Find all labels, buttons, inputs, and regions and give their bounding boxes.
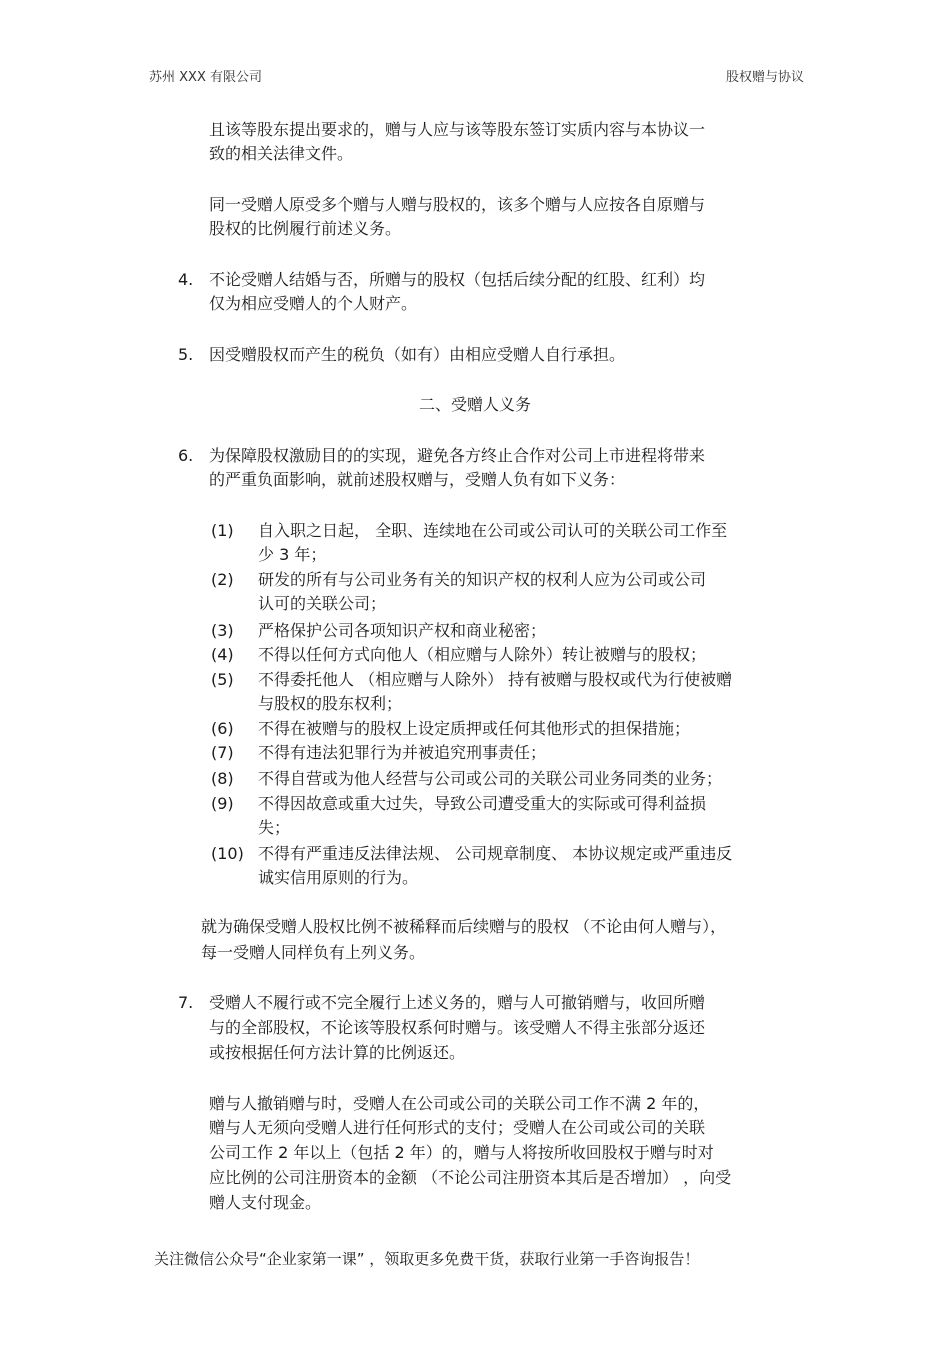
subitem-number: (2) [211, 570, 234, 589]
item-line: 因受赠股权而产生的税负（如有）由相应受赠人自行承担。 [209, 345, 626, 364]
item-line: 不论受赠人结婚与否，所赠与的股权（包括后续分配的红股、红利）均 [209, 270, 706, 289]
subitem-number: (8) [211, 769, 234, 788]
subitem-line: 失； [258, 818, 291, 837]
subitem-number: (10) [211, 844, 244, 863]
item-number: 6. [178, 446, 194, 465]
item-number: 4. [178, 270, 194, 289]
subitem-line: 不得自营或为他人经营与公司或公司的关联公司业务同类的业务； [258, 769, 723, 788]
paragraph-line: 同一受赠人原受多个赠与人赠与股权的，该多个赠与人应按各自原赠与 [209, 195, 706, 214]
item-line: 的严重负面影响，就前述股权赠与，受赠人负有如下义务： [209, 470, 626, 489]
subitem-number: (7) [211, 743, 234, 762]
subitem-line: 不得委托他人 （相应赠与人除外） 持有被赠与股权或代为行使被赠 [258, 670, 733, 689]
item-number: 7. [178, 993, 194, 1012]
paragraph-line: 且该等股东提出要求的，赠与人应与该等股东签订实质内容与本协议一 [209, 120, 706, 139]
paragraph-line: 致的相关法律文件。 [209, 144, 354, 163]
subitem-line: 不得有违法犯罪行为并被追究刑事责任； [258, 743, 547, 762]
subitem-line: 严格保护公司各项知识产权和商业秘密； [258, 621, 547, 640]
paragraph-line: 赠人支付现金。 [209, 1193, 322, 1212]
header-title: 股权赠与协议 [725, 70, 804, 85]
paragraph-line: 赠与人撤销赠与时，受赠人在公司或公司的关联公司工作不满 2 年的， [209, 1094, 710, 1113]
paragraph-line: 每一受赠人同样负有上列义务。 [201, 943, 426, 962]
subitem-line: 诚实信用原则的行为。 [258, 868, 419, 887]
section-heading: 二、受赠人义务 [418, 395, 531, 414]
subitem-line: 认可的关联公司； [258, 594, 387, 613]
subitem-number: (9) [211, 794, 234, 813]
item-line: 与的全部股权，不论该等股权系何时赠与。该受赠人不得主张部分返还 [209, 1018, 706, 1037]
subitem-line: 不得在被赠与的股权上设定质押或任何其他形式的担保措施； [258, 719, 691, 738]
item-line: 受赠人不履行或不完全履行上述义务的，赠与人可撤销赠与，收回所赠 [209, 993, 706, 1012]
subitem-number: (6) [211, 719, 234, 738]
header-company: 苏州 XXX 有限公司 [149, 70, 262, 85]
subitem-line: 少 3 年； [258, 545, 327, 564]
subitem-number: (4) [211, 645, 234, 664]
subitem-number: (3) [211, 621, 234, 640]
item-line: 仅为相应受赠人的个人财产。 [209, 294, 418, 313]
paragraph-line: 公司工作 2 年以上（包括 2 年）的，赠与人将按所收回股权于赠与时对 [209, 1143, 714, 1162]
subitem-number: (5) [211, 670, 234, 689]
footer-promo-text: 关注微信公众号“企业家第一课” ，领取更多免费干货，获取行业第一手咨询报告！ [154, 1250, 700, 1268]
subitem-line: 不得有严重违反法律法规、 公司规章制度、 本协议规定或严重违反 [258, 844, 733, 863]
item-line: 为保障股权激励目的的实现，避免各方终止合作对公司上市进程将带来 [209, 446, 706, 465]
item-line: 或按根据任何方法计算的比例返还。 [209, 1043, 466, 1062]
paragraph-line: 应比例的公司注册资本的金额 （不论公司注册资本其后是否增加） ，向受 [209, 1168, 732, 1187]
paragraph-line: 赠与人无须向受赠人进行任何形式的支付；受赠人在公司或公司的关联 [209, 1118, 706, 1137]
paragraph-line: 就为确保受赠人股权比例不被稀释而后续赠与的股权 （不论由何人赠与）， [201, 917, 727, 936]
paragraph-line: 股权的比例履行前述义务。 [209, 219, 402, 238]
subitem-line: 不得以任何方式向他人（相应赠与人除外）转让被赠与的股权； [258, 645, 707, 664]
subitem-line: 自入职之日起， 全职、连续地在公司或公司认可的关联公司工作至 [258, 521, 728, 540]
item-number: 5. [178, 345, 194, 364]
subitem-line: 不得因故意或重大过失，导致公司遭受重大的实际或可得利益损 [258, 794, 707, 813]
subitem-line: 研发的所有与公司业务有关的知识产权的权利人应为公司或公司 [258, 570, 707, 589]
subitem-number: (1) [211, 521, 234, 540]
subitem-line: 与股权的股东权利； [258, 694, 403, 713]
